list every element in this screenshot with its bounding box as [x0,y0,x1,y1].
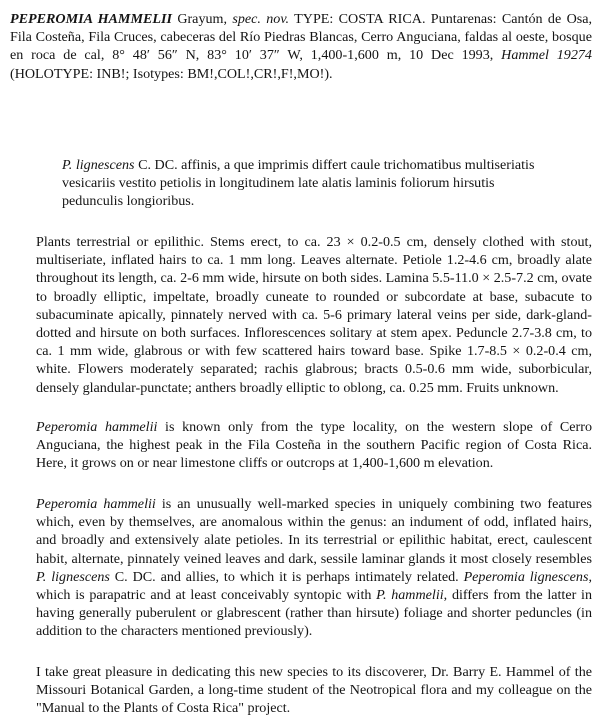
latin-taxon: P. lignescens [62,157,135,173]
distribution-text: is known only from the type locality, on the western slope of Cerro Anguciana, the highest peak in the Fila Costeña in the southern Pacific region of Costa Rica. Here, it grows on or near limestone cliffs or outcrops at 1,400-1,600 m elevation. [36,419,592,472]
discussion-taxon-4: P. hammelii [376,587,444,604]
discussion-paragraph [10,495,592,641]
dedication-paragraph: I take great pleasure in dedicating this new species to its discoverer, Dr. Barry E. Hammel of the Missouri Botanical Garden, a long-time student of the Neotropical flora and my colleague on the "Manual to the Plants of Costa Rica" project. [36,664,592,717]
discussion-taxon-1: Peperomia hammelii [36,496,156,512]
species-name: PEPEROMIA HAMMELII [10,11,172,27]
distribution-taxon: Peperomia hammelii [36,419,158,435]
discussion-taxon-3: Peperomia lignescens [463,568,589,585]
header-collector: Hammel 19274 [501,47,592,64]
discussion-text-3: , which is parapatric and at least conceivably syntopic with [36,568,592,604]
description-paragraph: Plants terrestrial or epilithic. Stems erect, to ca. 23 × 0.2-0.5 cm, densely clothed with stout, multiseriate, inflated hairs to ca. 1 mm long. Leaves alternate. Petiole 1.2-4.6 cm, broadly alate throughout its length, ca. 2-6 mm wide, hirsute on both sides. Lamina 5.5-11.0 × 2.5-7.2 cm, ovate to broadly elliptic, impeltate, broadly cuneate to rounded or subcordate at base, subacute to subacuminate apically, pinnately nerved with ca. 5-6 primary lateral veins per side, dark-gland-dotted and hirsute on both surfaces. Inflorescences solitary at stem apex. Peduncle 2.7-3.8 cm, to ca. 1 mm wide, glabrous or with few scattered hairs toward base. Spike 1.7-8.5 × 0.2-0.4 cm, white. Flowers moderately separated; rachis glabrous; bracts 0.5-0.6 mm wide, suborbicular, densely glandular-punctate; anthers broadly elliptic to oblong, ca. 0.25 mm. Fruits unknown. [36,234,592,396]
distribution-paragraph [10,418,592,473]
latin-diagnosis [62,156,538,211]
discussion-text-1: is an unusually well-marked species in uniquely combining two features which, even by themselves, are anomalous within the genus: an indument of odd, inflated hairs, and broadly and extensively alate petioles. In its terrestrial or epilithic habitat, erect, caulescent habit, alternate, pinnately veined leaves and dark, sessile laminar glands it most closely resembles [36,496,592,567]
discussion-text-4: , differs from the latter in having generally puberulent or glabrescent (rather than hirsute) foliage and shorter peduncles (in addition to the characters mentioned previously). [36,587,592,640]
discussion-text-2: C. DC. and allies, to which it is perhaps intimately related. [109,568,464,585]
discussion-taxon-2: P. lignescens [36,568,110,585]
protologue-header [10,10,592,83]
header-authority: Grayum, [171,11,233,27]
latin-text: C. DC. affinis, a que imprimis differt caule trichomatibus multiseriatis vesicariis vestito petiolis in longitudinem late alatis laminis foliorum hirsutis pedunculis longioribus. [62,157,535,210]
header-herbaria: (HOLOTYPE: INB!; Isotypes: BM!,COL!,CR!,F!,MO!). [10,65,333,82]
header-spec-nov: spec. nov. [232,11,290,27]
header-type-locality: TYPE: COSTA RICA. Puntarenas: Cantón de Osa, Fila Costeña, Fila Cruces, cabeceras del Río Piedras Blancas, Cerro Anguciana, faldas al oeste, bosque en roca de cal, 8° 48′ 56″ N, 83° 10′ 37″ W, 1,400-1,600 m, 10 Dec 1993, [10,11,593,64]
